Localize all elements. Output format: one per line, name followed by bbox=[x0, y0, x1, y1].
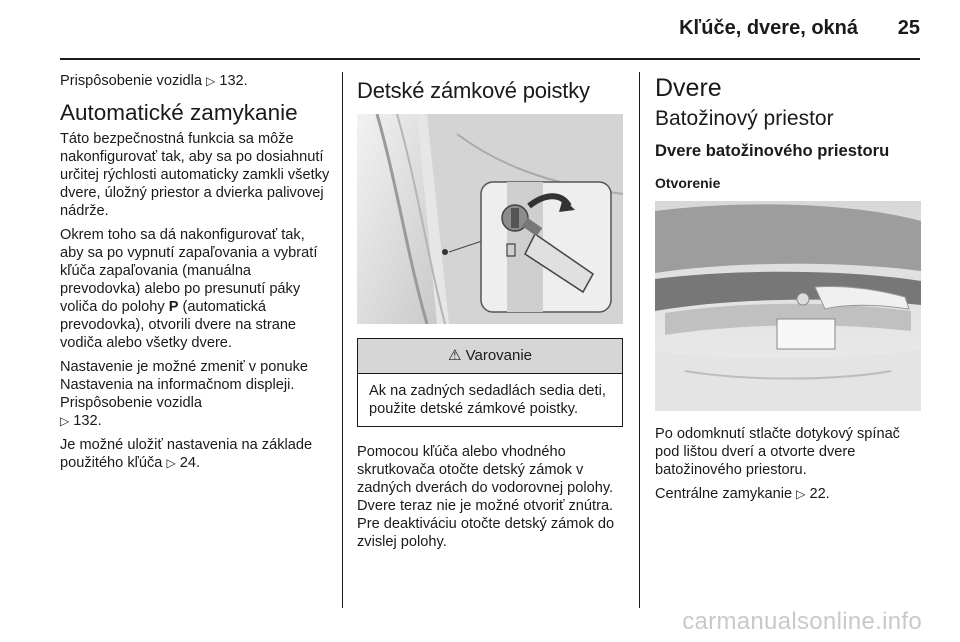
page-reference-link[interactable]: 24. bbox=[179, 455, 201, 471]
column-divider bbox=[342, 72, 343, 608]
cross-reference-arrow-icon: ▷ bbox=[60, 414, 70, 428]
intro-paragraph: Prispôsobenie vozidla ▷ 132. bbox=[60, 73, 248, 89]
body-paragraph: Okrem toho sa dá nakonfigurovať tak, aby sa po vypnutí zapaľovania a vybratí kľúča zapaľovania (manuálna prevodovka) alebo po presunutí páky voliča do polohy P (automatická prevodovka), otvorili dvere na strane vodiča alebo všetky dvere. bbox=[60, 227, 318, 351]
section-heading: Dvere bbox=[655, 74, 722, 102]
cross-reference-arrow-icon: ▷ bbox=[166, 456, 176, 470]
subsection-heading: Batožinový priestor bbox=[655, 107, 834, 130]
cross-reference-arrow-icon: ▷ bbox=[206, 74, 216, 88]
body-paragraph: Táto bezpečnostná funkcia sa môže nakonfigurovať tak, aby sa po dosiahnutí určitej rýchlosti automaticky zamkli všetky dvere, úložný priestor a dvierka palivovej nádrže. bbox=[60, 131, 330, 219]
column-doors bbox=[655, 72, 921, 509]
minor-heading: Otvorenie bbox=[655, 175, 721, 191]
warning-header: ⚠ Varovanie bbox=[358, 339, 622, 374]
column-divider bbox=[639, 72, 640, 608]
gear-position-label: P bbox=[168, 299, 179, 315]
page-reference-link[interactable]: 132. bbox=[73, 413, 102, 429]
subsubsection-heading: Dvere batožinového priestoru bbox=[655, 141, 890, 160]
column-auto-locking bbox=[60, 72, 332, 478]
header-rule bbox=[60, 58, 920, 60]
section-heading: Detské zámkové poistky bbox=[357, 78, 590, 103]
page-number: 25 bbox=[897, 17, 920, 39]
tailgate-illustration bbox=[655, 201, 921, 411]
warning-box bbox=[357, 338, 623, 427]
body-paragraph: Nastavenie je možné zmeniť v ponuke Nastavenia na informačnom displeji. Prispôsobenie vozidla ▷ 132. bbox=[60, 359, 309, 429]
page-reference-link[interactable]: 132. bbox=[219, 73, 248, 89]
watermark-text: carmanualsonline.info bbox=[682, 608, 922, 635]
cross-reference-arrow-icon: ▷ bbox=[796, 487, 806, 501]
body-paragraph: Je možné uložiť nastavenia na základe použitého kľúča ▷ 24. bbox=[60, 437, 313, 471]
column-child-locks bbox=[357, 72, 623, 557]
body-paragraph: Po odomknutí stlačte dotykový spínač pod lištou dverí a otvorte dvere batožinového priestoru. bbox=[655, 426, 900, 478]
body-paragraph: Centrálne zamykanie ▷ 22. bbox=[655, 486, 830, 502]
warning-triangle-icon: ⚠ bbox=[447, 347, 462, 364]
body-paragraph: Pomocou kľúča alebo vhodného skrutkovača otočte detský zámok v zadných dverách do vodorovnej polohy. Dvere teraz nie je možné otvoriť znútra. Pre deaktiváciu otočte detský zámok do zvislej polohy. bbox=[357, 444, 615, 550]
warning-text: Ak na zadných sedadlách sedia deti, použite detské zámkové poistky. bbox=[369, 383, 606, 417]
child-lock-illustration bbox=[357, 114, 623, 324]
page-title: Kľúče, dvere, okná bbox=[679, 17, 858, 39]
section-heading: Automatické zamykanie bbox=[60, 100, 298, 125]
page-reference-link[interactable]: 22. bbox=[809, 486, 830, 502]
page-header bbox=[60, 0, 920, 58]
